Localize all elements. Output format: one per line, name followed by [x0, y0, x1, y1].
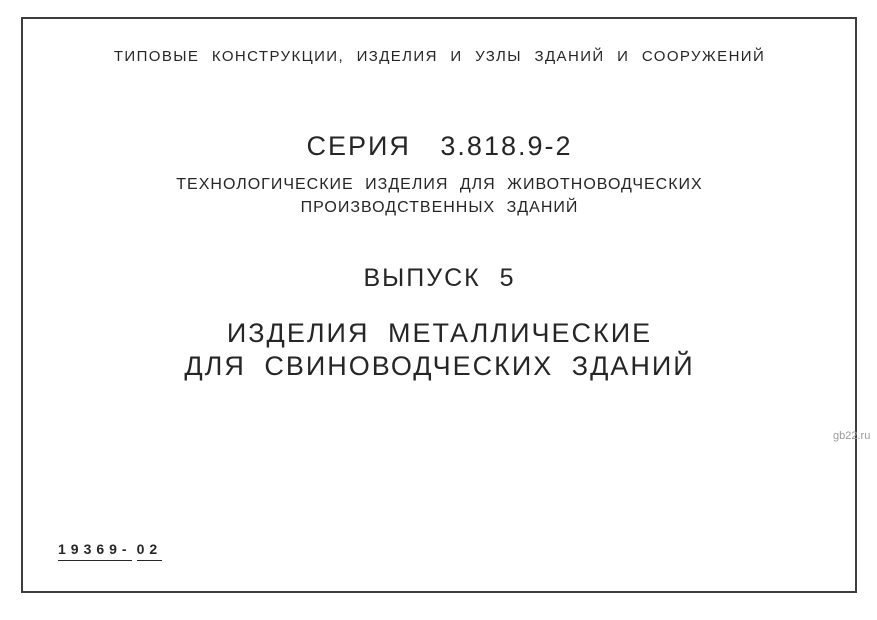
document-number [58, 541, 162, 561]
document-header-line: ТИПОВЫЕ КОНСТРУКЦИИ, ИЗДЕЛИЯ И УЗЛЫ ЗДАНИЙ И СООРУЖЕНИЙ [113, 48, 766, 65]
site-watermark: gb22.ru [833, 430, 871, 442]
series-title: СЕРИЯ 3.818.9-2 [306, 131, 573, 161]
main-title-line-1: ИЗДЕЛИЯ МЕТАЛЛИЧЕСКИЕ [226, 318, 653, 348]
issue-number-line: ВЫПУСК 5 [363, 264, 516, 292]
page-border-frame [21, 17, 857, 593]
document-number-part-1: 19369- [58, 541, 132, 561]
series-subtitle-line-2: ПРОИЗВОДСТВЕННЫХ ЗДАНИЙ [300, 199, 579, 216]
series-subtitle-line-1: ТЕХНОЛОГИЧЕСКИЕ ИЗДЕЛИЯ ДЛЯ ЖИВОТНОВОДЧЕСКИХ [176, 176, 703, 193]
main-title-line-2: ДЛЯ СВИНОВОДЧЕСКИХ ЗДАНИЙ [184, 351, 695, 381]
document-number-part-2: 02 [137, 541, 163, 561]
